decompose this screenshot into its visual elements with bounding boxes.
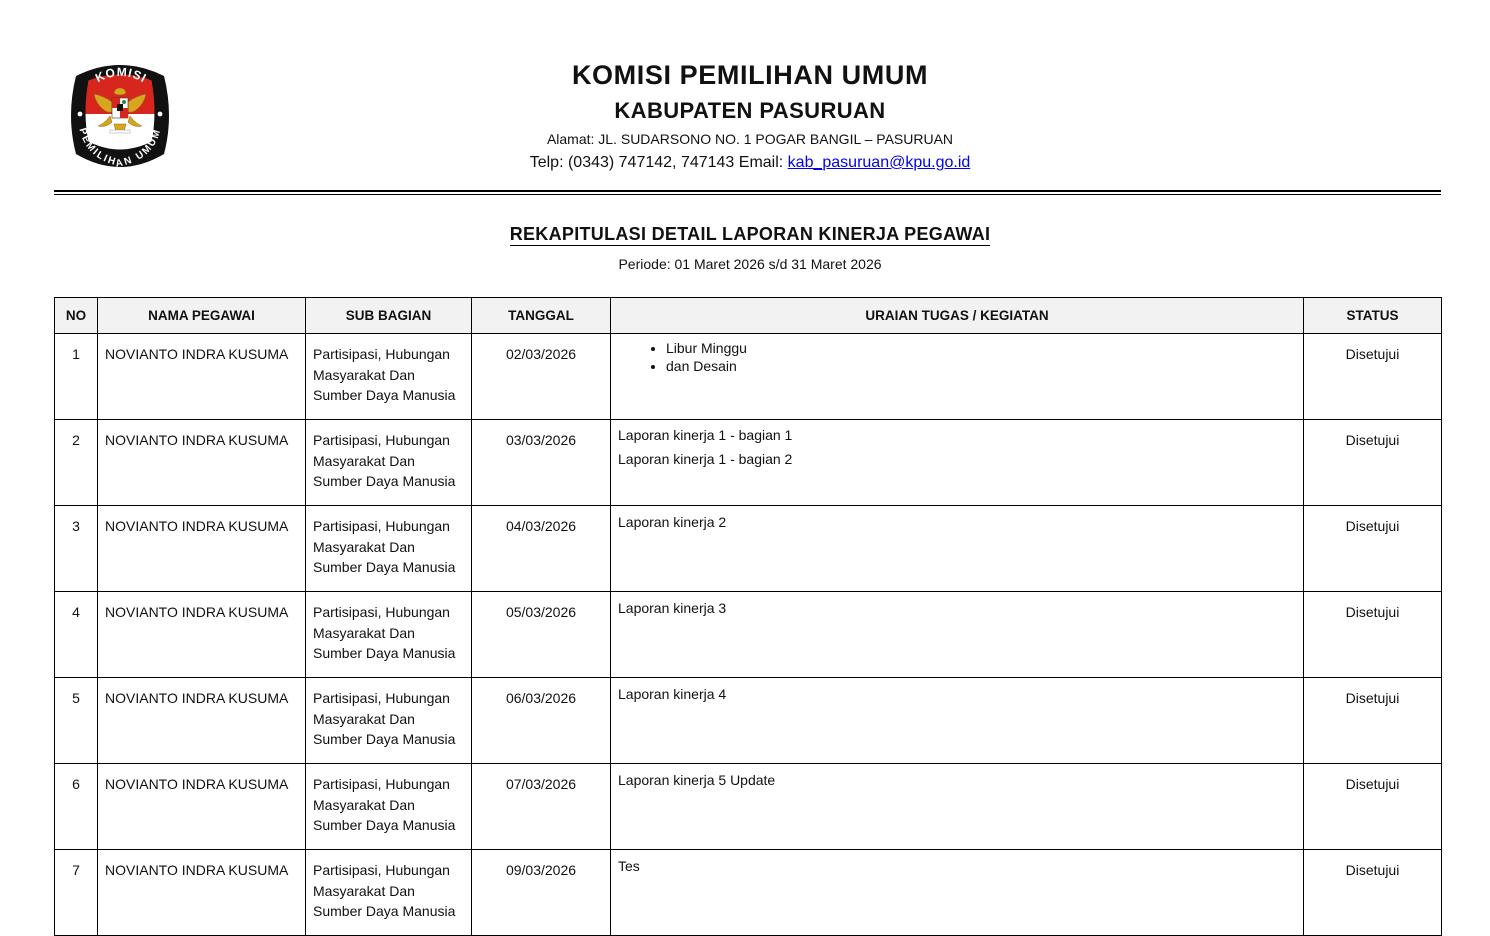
cell-nama: NOVIANTO INDRA KUSUMA <box>98 506 306 592</box>
cell-nama: NOVIANTO INDRA KUSUMA <box>98 850 306 936</box>
cell-tanggal: 03/03/2026 <box>472 420 611 506</box>
table-row <box>55 850 1442 936</box>
status-label: Disetujui <box>1304 678 1442 764</box>
cell-nama: NOVIANTO INDRA KUSUMA <box>98 420 306 506</box>
table-row <box>55 506 1442 592</box>
cell-no: 2 <box>55 420 98 506</box>
table-row <box>55 678 1442 764</box>
cell-nama: NOVIANTO INDRA KUSUMA <box>98 678 306 764</box>
status-label: Disetujui <box>1304 334 1442 420</box>
cell-tanggal: 06/03/2026 <box>472 678 611 764</box>
cell-tanggal: 02/03/2026 <box>472 334 611 420</box>
table-row <box>55 420 1442 506</box>
cell-uraian <box>611 678 1304 764</box>
task-line: Laporan kinerja 1 - bagian 1 <box>618 427 793 443</box>
cell-nama: NOVIANTO INDRA KUSUMA <box>98 334 306 420</box>
task-line: Tes <box>618 858 640 874</box>
report-table <box>54 297 1442 936</box>
table-row <box>55 592 1442 678</box>
table-row <box>55 764 1442 850</box>
letterhead-divider-thick <box>54 190 1441 192</box>
cell-sub-bagian: Partisipasi, Hubungan Masyarakat Dan Sumber Daya Manusia <box>306 678 472 764</box>
status-label: Disetujui <box>1304 764 1442 850</box>
letterhead-divider-thin <box>54 194 1441 195</box>
table-row <box>55 334 1442 420</box>
cell-no: 7 <box>55 850 98 936</box>
status-label: Disetujui <box>1304 420 1442 506</box>
column-header-tanggal: TANGGAL <box>472 298 611 334</box>
cell-sub-bagian: Partisipasi, Hubungan Masyarakat Dan Sumber Daya Manusia <box>306 764 472 850</box>
task-line: Laporan kinerja 5 Update <box>618 772 776 788</box>
cell-no: 6 <box>55 764 98 850</box>
column-header-sub-bagian: SUB BAGIAN <box>306 298 472 334</box>
cell-sub-bagian: Partisipasi, Hubungan Masyarakat Dan Sumber Daya Manusia <box>306 420 472 506</box>
cell-uraian <box>611 506 1304 592</box>
cell-no: 1 <box>55 334 98 420</box>
cell-sub-bagian: Partisipasi, Hubungan Masyarakat Dan Sumber Daya Manusia <box>306 592 472 678</box>
task-item: • Libur Minggu <box>666 339 1296 357</box>
cell-nama: NOVIANTO INDRA KUSUMA <box>98 764 306 850</box>
cell-uraian <box>611 764 1304 850</box>
document-title-text: REKAPITULASI DETAIL LAPORAN KINERJA PEGAWAI <box>509 224 991 244</box>
column-header-status: STATUS <box>1304 298 1442 334</box>
task-item: • dan Desain <box>666 357 1296 375</box>
cell-uraian <box>611 334 1304 420</box>
cell-tanggal: 07/03/2026 <box>472 764 611 850</box>
cell-uraian <box>611 850 1304 936</box>
kpu-logo <box>68 58 172 174</box>
status-label: Disetujui <box>1304 592 1442 678</box>
email-link[interactable]: kab_pasuruan@kpu.go.id <box>787 154 971 171</box>
cell-nama: NOVIANTO INDRA KUSUMA <box>98 592 306 678</box>
contact-phone: Telp: (0343) 747142, 747143 Email: <box>529 154 788 171</box>
document-title <box>300 224 1200 245</box>
task-line: Laporan kinerja 3 <box>618 600 727 616</box>
task-line: Laporan kinerja 4 <box>618 686 727 702</box>
cell-uraian <box>611 420 1304 506</box>
cell-sub-bagian: Partisipasi, Hubungan Masyarakat Dan Sumber Daya Manusia <box>306 850 472 936</box>
task-bullet-list <box>618 339 1296 375</box>
task-line: Laporan kinerja 1 - bagian 2 <box>618 451 793 467</box>
status-label: Disetujui <box>1304 506 1442 592</box>
institution-address: Alamat: JL. SUDARSONO NO. 1 POGAR BANGIL – PASURUAN <box>546 131 954 147</box>
cell-tanggal: 05/03/2026 <box>472 592 611 678</box>
institution-title: KOMISI PEMILIHAN UMUM <box>571 60 929 90</box>
cell-no: 3 <box>55 506 98 592</box>
task-line: Laporan kinerja 2 <box>618 514 727 530</box>
report-period: Periode: 01 Maret 2026 s/d 31 Maret 2026 <box>618 256 882 272</box>
garuda-emblem-icon <box>68 58 172 174</box>
svg-text:PEMILIHAN UMUM: PEMILIHAN UMUM <box>76 126 164 170</box>
cell-no: 4 <box>55 592 98 678</box>
cell-uraian <box>611 592 1304 678</box>
status-label: Disetujui <box>1304 850 1442 936</box>
table-header-row <box>55 298 1442 334</box>
cell-no: 5 <box>55 678 98 764</box>
cell-sub-bagian: Partisipasi, Hubungan Masyarakat Dan Sumber Daya Manusia <box>306 334 472 420</box>
column-header-no: NO <box>55 298 98 334</box>
institution-contact <box>300 154 1200 172</box>
cell-tanggal: 09/03/2026 <box>472 850 611 936</box>
cell-tanggal: 04/03/2026 <box>472 506 611 592</box>
svg-text:KOMISI: KOMISI <box>93 64 150 86</box>
column-header-uraian: URAIAN TUGAS / KEGIATAN <box>611 298 1304 334</box>
column-header-nama: NAMA PEGAWAI <box>98 298 306 334</box>
cell-sub-bagian: Partisipasi, Hubungan Masyarakat Dan Sumber Daya Manusia <box>306 506 472 592</box>
institution-subtitle: KABUPATEN PASURUAN <box>614 98 886 123</box>
